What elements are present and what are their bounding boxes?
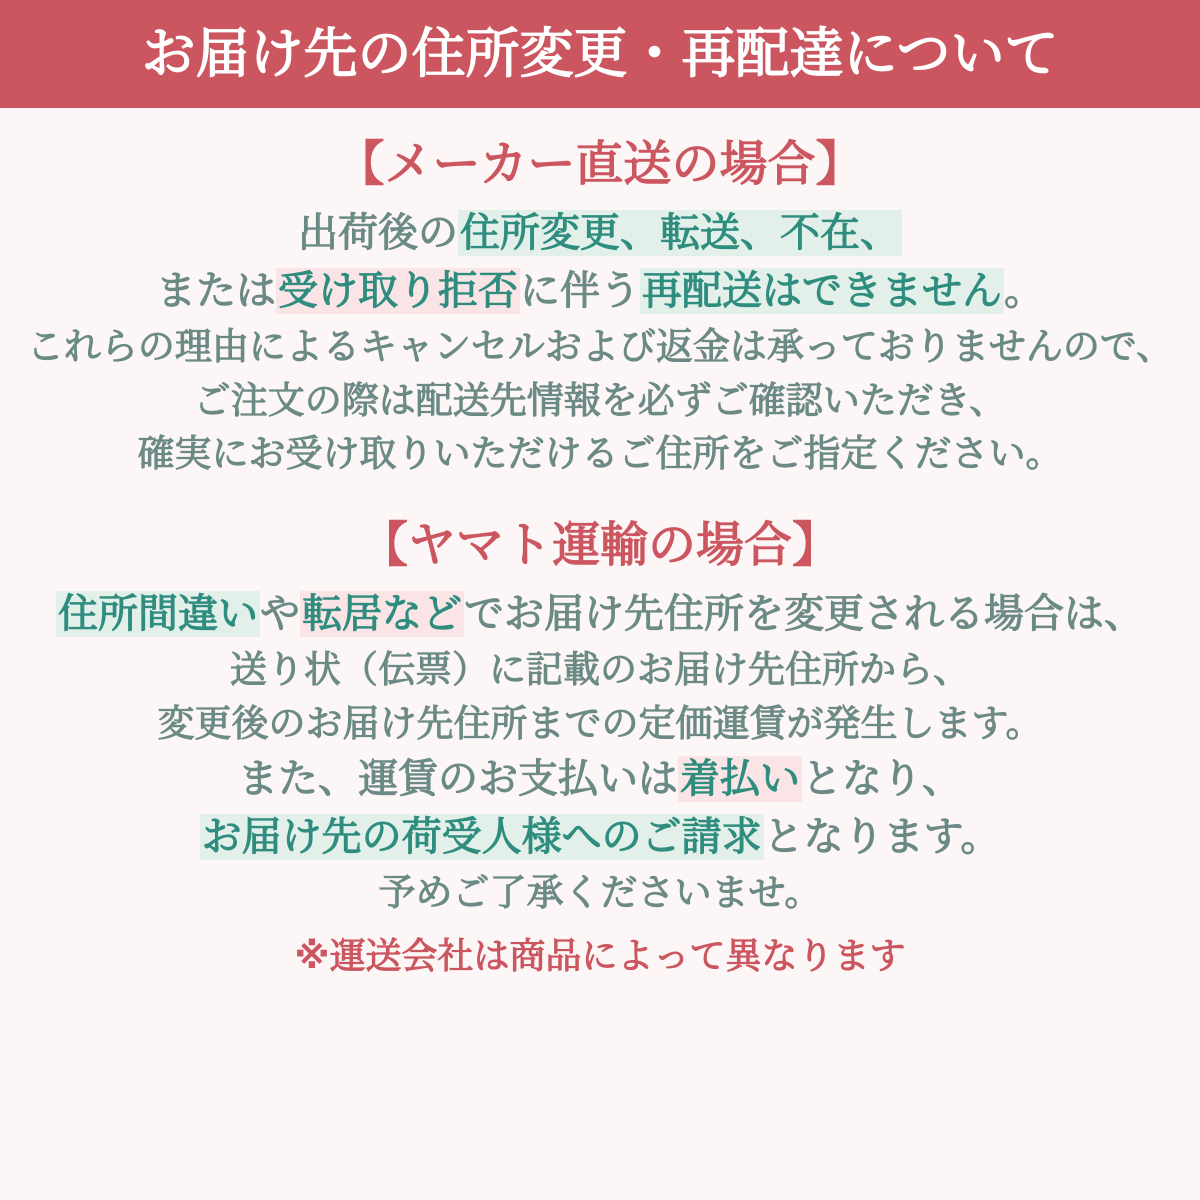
line-part: となり、 — [802, 756, 962, 803]
line-part: 出荷後の — [298, 210, 458, 256]
line-part: 予めご了承くださいませ。 — [378, 871, 822, 915]
text-line — [8, 808, 1192, 866]
text-line — [8, 374, 1192, 428]
line-part: に伴う — [520, 268, 640, 314]
line-part: ご注文の際は配送先情報を必ずご確認いただき、 — [193, 378, 1007, 422]
text-line — [8, 866, 1192, 920]
text-line — [8, 262, 1192, 320]
text-line — [8, 750, 1192, 808]
line-part: 。 — [1004, 268, 1044, 314]
line-part-highlight: 住所間違い — [58, 590, 258, 637]
text-line — [8, 204, 1192, 262]
line-part-highlight: 受け取り拒否 — [278, 268, 518, 314]
text-line — [8, 697, 1192, 751]
line-part-highlight: お届け先の荷受人様へのご請求 — [201, 814, 762, 861]
line-part: や — [260, 590, 300, 637]
line-part: 変更後のお届け先住所までの定価運賃が発生します。 — [157, 701, 1043, 745]
line-part: 送り状（伝票）に記載のお届け先住所から、 — [230, 647, 970, 691]
line-part-highlight: 転居など — [302, 590, 462, 637]
page-title: お届け先の住所変更・再配達について — [141, 22, 1059, 85]
line-part: これらの理由によるキャンセルおよび返金は承っておりませんので、 — [26, 325, 1174, 368]
text-line — [8, 643, 1192, 697]
section-1-lines — [8, 204, 1192, 481]
section-heading-maker-direct: 【メーカー直送の場合】 — [336, 136, 864, 192]
footnote: ※運送会社は商品によって異なります — [294, 935, 906, 977]
text-line — [8, 427, 1192, 481]
line-part-highlight: 着払い — [680, 756, 800, 803]
page-header — [0, 0, 1200, 108]
line-part: 確実にお受け取りいただけるご住所をご指定ください。 — [137, 432, 1063, 476]
line-part: でお届け先住所を変更される場合は、 — [464, 590, 1144, 637]
line-part: また、運賃のお支払いは — [238, 756, 678, 803]
line-part: または — [156, 268, 276, 314]
line-part-highlight: 再配送はできません — [642, 268, 1002, 314]
line-part-highlight: 住所変更、転送、不在、 — [460, 210, 900, 256]
section-2-lines — [8, 585, 1192, 920]
section-heading-yamato: 【ヤマト運輸の場合】 — [359, 516, 840, 573]
notice-body — [0, 134, 1200, 981]
text-line — [8, 585, 1192, 643]
text-line — [8, 320, 1192, 374]
line-part: となります。 — [763, 814, 1001, 861]
